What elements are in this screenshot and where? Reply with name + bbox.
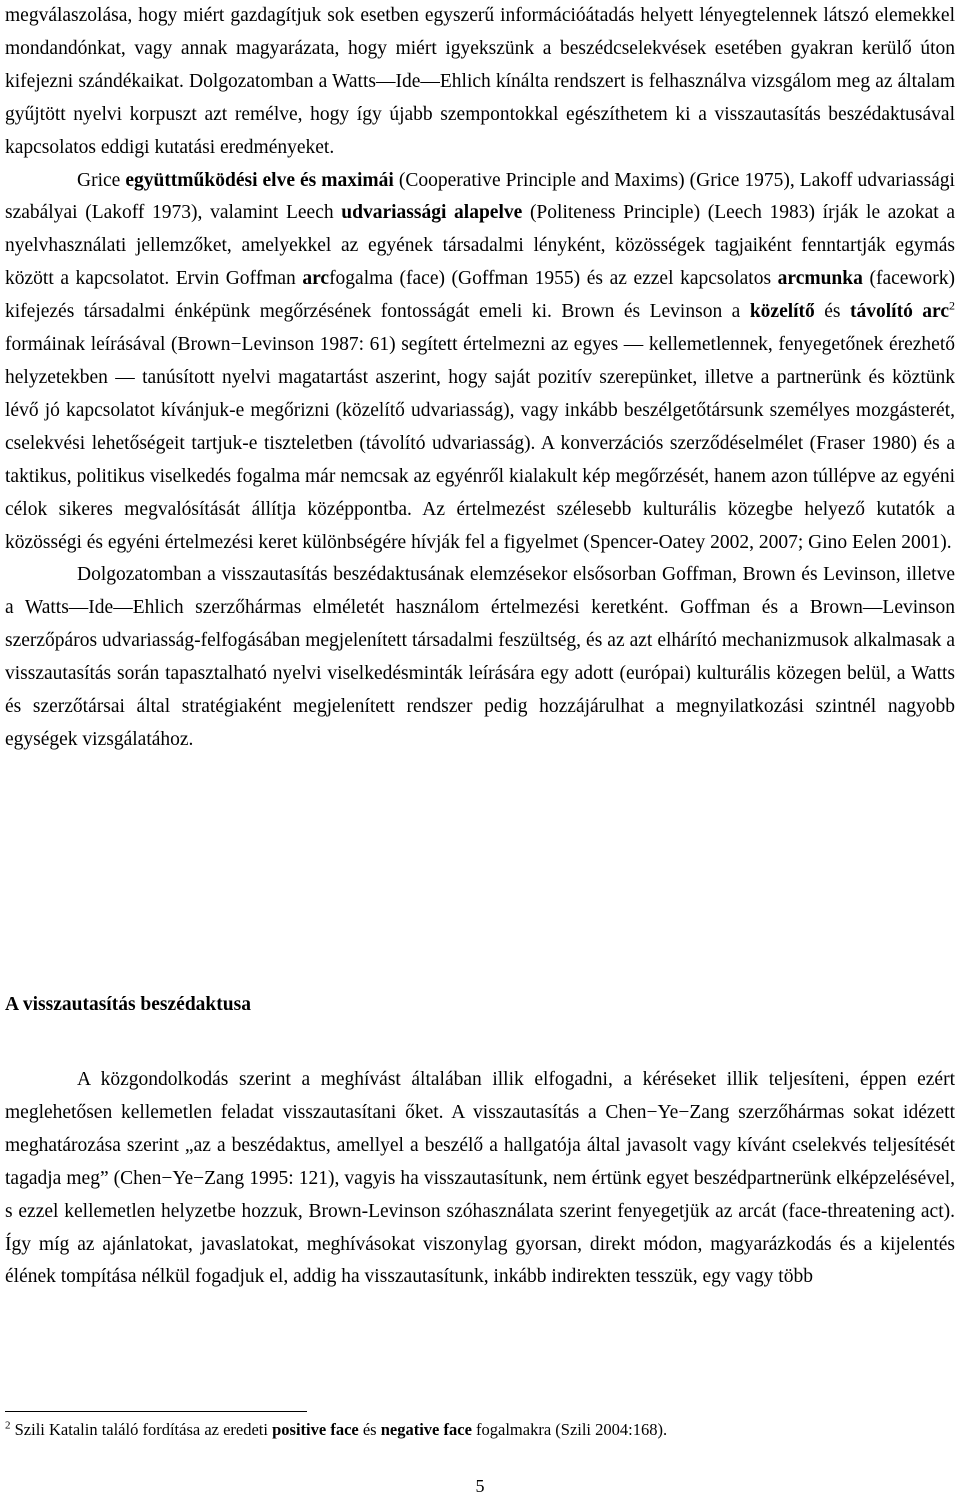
paragraph-2-text: Grice <box>77 169 126 191</box>
footnote-text: fogalmakra (Szili 2004:168). <box>471 1420 668 1439</box>
term-facework: arcmunka <box>777 268 863 290</box>
term-negative-face: távolító arc <box>850 301 950 323</box>
section-heading: A visszautasítás beszédaktusa <box>5 994 251 1015</box>
paragraph-2-text: és <box>814 301 850 323</box>
body-text-lower <box>5 1064 955 1294</box>
paragraph-4 <box>5 1064 955 1294</box>
paragraph-2 <box>5 165 955 560</box>
term-face: arc <box>302 268 330 290</box>
paragraph-2-text: (facework) kifejezés társadalmi énképünk megőrzésének fontosságát emeli ki. Brown és Levinson a <box>5 268 955 323</box>
footnote-text: és <box>358 1420 381 1439</box>
paragraph-2-text: (Politeness Principle) (Leech 1983) írják le azokat a nyelvhasználati jellemzőket, amelyekkel az egyének társadalmi lényként, közösségek tagjaiként fenntartják egymás között a kapcsolatot. Ervin Goffman <box>5 202 955 290</box>
term-cooperative-principle: együttműködési elve és maximái <box>125 169 394 191</box>
footnote-term-positive-face: positive face <box>272 1420 359 1439</box>
paragraph-4-text: A közgondolkodás szerint a meghívást általában illik elfogadni, a kéréseket illik teljesíteni, éppen ezért meglehetősen kellemetlen feladat visszautasítani őket. A visszautasítás a Chen−Ye−Zang szerzőhármas sokat idézett meghatározása szerint „az a beszédaktus, amellyel a beszélő a hallgatója által javasolt vagy kívánt cselekvés teljesítését tagadja meg” (Chen−Ye−Zang 1995: 121), vagyis ha visszautasítunk, nem értünk egyet beszédpartnerünk elképzelésével, s ezzel kellemetlen helyzetbe hozzuk, Brown-Levinson szóhasználata szerint fenyegetjük az arcát (face-threatening act). Így míg az ajánlatokat, javaslatokat, meghívásokat viszonylag gyorsan, direkt módon, magyarázkodás és a kijelentés élének tompítása nélkül fogadjuk el, addig ha visszautasítunk, inkább indirekten tesszük, egy vagy több <box>5 1069 955 1288</box>
paragraph-1 <box>5 0 955 165</box>
term-positive-face: közelítő <box>749 301 815 323</box>
page-number: 5 <box>475 1476 485 1496</box>
term-politeness-principle: udvariassági alapelve <box>341 202 523 224</box>
paragraph-1-text: megválaszolása, hogy miért gazdagítjuk sok esetben egyszerű információátadás helyett lényegtelennek látszó elemekkel mondandónkat, vagy annak magyarázata, hogy miért igyekszünk a beszédcselekvések esetében gyakran kerülő úton kifejezni szándékaikat. Dolgozatomban a Watts―Ide―Ehlich kínálta rendszert is felhasználva vizsgálom meg az általam gyűjtött nyelvi korpuszt azt remélve, hogy így újabb szempontokkal egészíthetem ki a visszautasítás beszédaktusával kapcsolatos eddigi kutatási eredményeket. <box>5 5 955 158</box>
footnote <box>5 1418 955 1442</box>
footnote-text: Szili Katalin találó fordítása az eredeti <box>10 1420 273 1439</box>
paragraph-3 <box>5 559 955 756</box>
footnote-reference[interactable]: 2 <box>949 298 956 313</box>
footnote-term-negative-face: negative face <box>380 1420 472 1439</box>
paragraph-2-text: formáinak leírásával (Brown−Levinson 1987: 61) segített értelmezni az egyes ― kellemetlennek, fenyegetőnek érezhető helyzetekben ― tanúsított nyelvi magatartást aszerint, hogy saját pozitív szerepünket, illetve a partnerünk és köztünk lévő jó kapcsolatot kívánjuk-e megőrizni (közelítő udvariasság), vagy inkább beszélgetőtársunk személyes mozgásterét, cselekvési lehetőségeit tartjuk-e tiszteletben (távolító udvariasság). A konverzációs szerződéselmélet (Fraser 1980) és a taktikus, politikus viselkedés fogalma már nemcsak az egyénről kialakult kép megőrzését, hanem azon túllépve az egyéni célok sikeres megvalósítását állítja középpontba. Az értelmezést szélesebb kulturális közegbe helyező kutatók a közösségi és egyéni értelmezési keret különbségére hívják fel a figyelmet (Spencer-Oatey 2002, 2007; Gino Eelen 2001). <box>5 334 955 553</box>
paragraph-2-text: fogalma (face) (Goffman 1955) és az ezzel kapcsolatos <box>329 268 778 290</box>
body-text-upper <box>5 0 955 757</box>
footnote-marker: 2 <box>5 1419 11 1432</box>
paragraph-3-text: Dolgozatomban a visszautasítás beszédaktusának elemzésekor elsősorban Goffman, Brown és Levinson, illetve a Watts―Ide―Ehlich szerzőhármas elméletét használom értelmezési keretként. Goffman és a Brown―Levinson szerzőpáros udvariasság-felfogásában megjelenített társadalmi feszültség, és az azt elhárító mechanizmusok alkalmasak a visszautasítás során tapasztalható nyelvi viselkedésminták leírására egy adott (európai) kulturális közegen belül, a Watts és szerzőtársai által stratégiaként megjelenített rendszer pedig hozzájárulhat a megnyilatkozási szintnél nagyobb egységek vizsgálatához. <box>5 564 955 750</box>
footnote-divider <box>5 1411 307 1412</box>
paragraph-2-text: (Cooperative Principle and Maxims) (Grice 1975), Lakoff udvariassági szabályai (Lakoff 1973), valamint Leech <box>5 169 955 224</box>
